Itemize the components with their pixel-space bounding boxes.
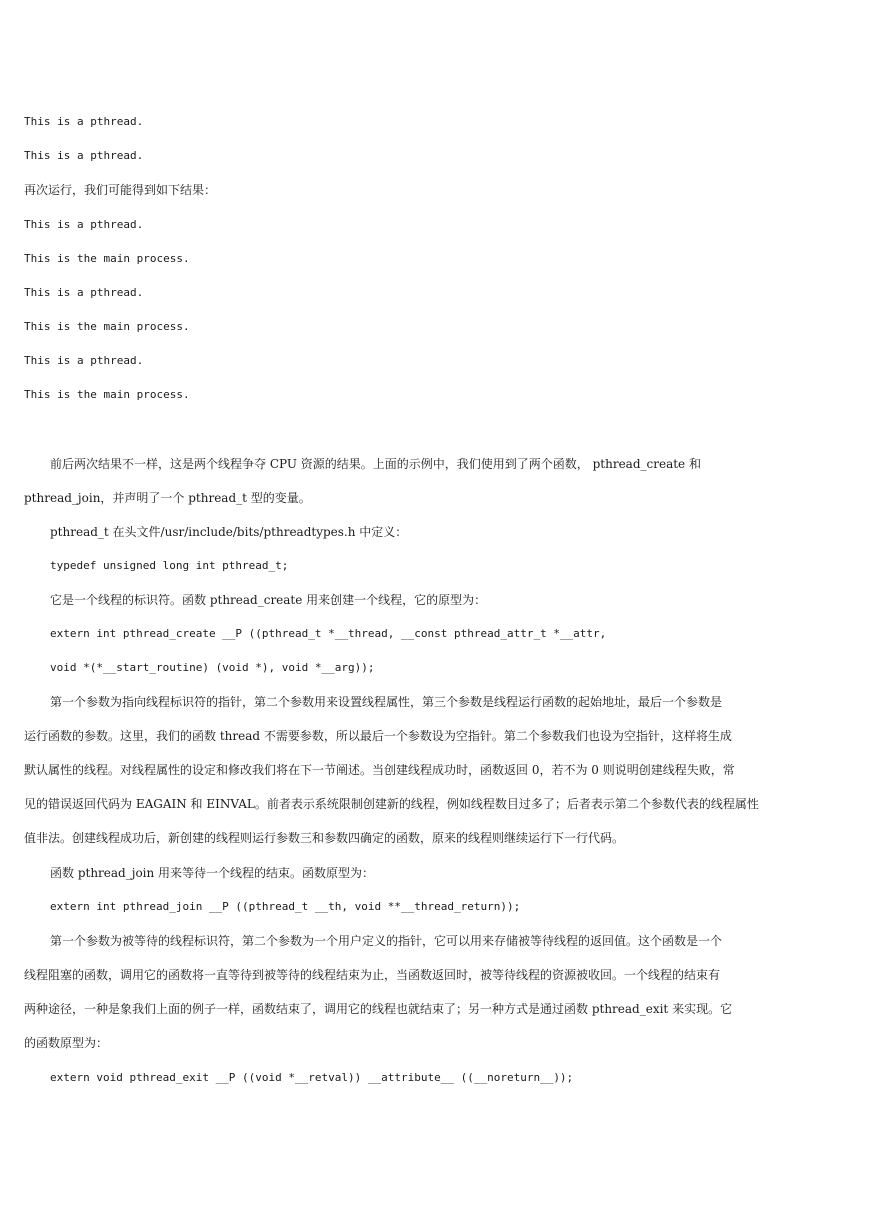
paragraph-line: 见的错误返回代码为 EAGAIN 和 EINVAL。前者表示系统限制创建新的线程，例如线程数目过多了；后者表示第二个参数代表的线程属性 (24, 797, 759, 811)
join-prototype: extern int pthread_join __P ((pthread_t __th, void **__thread_return)); (50, 900, 521, 913)
paragraph-line: 第一个参数为指向线程标识符的指针，第二个参数用来设置线程属性，第三个参数是线程运行函数的起始地址，最后一个参数是 (50, 695, 723, 709)
output-line: This is the main process. (24, 252, 190, 265)
paragraph-line: 第一个参数为被等待的线程标识符，第二个参数为一个用户定义的指针，它可以用来存储被等待线程的返回值。这个函数是一个 (50, 934, 723, 948)
create-prototype-line: extern int pthread_create __P ((pthread_t *__thread, __const pthread_attr_t *__attr, (50, 627, 607, 640)
paragraph-line: 的函数原型为： (24, 1036, 109, 1050)
pthread-t-definition: pthread_t 在头文件/usr/include/bits/pthreadtypes.h 中定义： (50, 525, 408, 539)
create-prototype-line: void *(*__start_routine) (void *), void *__arg)); (50, 661, 375, 674)
output-line: This is the main process. (24, 388, 190, 401)
paragraph-line: 线程阻塞的函数，调用它的函数将一直等待到被等待的线程结束为止，当函数返回时，被等待线程的资源被收回。一个线程的结束有 (24, 968, 721, 982)
exit-prototype: extern void pthread_exit __P ((void *__retval)) __attribute__ ((__noreturn__)); (50, 1071, 574, 1084)
identifier-text: 它是一个线程的标识符。函数 pthread_create 用来创建一个线程，它的原型为： (50, 593, 487, 607)
output-line: This is a pthread. (24, 218, 144, 231)
output-line: This is a pthread. (24, 286, 144, 299)
join-intro: 函数 pthread_join 用来等待一个线程的结束。函数原型为： (50, 866, 375, 880)
typedef-code: typedef unsigned long int pthread_t; (50, 559, 289, 572)
output-line: This is the main process. (24, 320, 190, 333)
output-line: This is a pthread. (24, 149, 144, 162)
output-line: This is a pthread. (24, 115, 144, 128)
output-line: This is a pthread. (24, 354, 144, 367)
rerun-text: 再次运行，我们可能得到如下结果： (24, 183, 217, 197)
paragraph-line: pthread_join，并声明了一个 pthread_t 型的变量。 (24, 491, 311, 505)
paragraph-line: 默认属性的线程。对线程属性的设定和修改我们将在下一节阐述。当创建线程成功时，函数返回 0，若不为 0 则说明创建线程失败，常 (24, 763, 735, 777)
paragraph-line: 运行函数的参数。这里，我们的函数 thread 不需要参数，所以最后一个参数设为空指针。第二个参数我们也设为空指针，这样将生成 (24, 729, 732, 743)
paragraph-line: 前后两次结果不一样，这是两个线程争夺 CPU 资源的结果。上面的示例中，我们使用到了两个函数， pthread_create 和 (50, 457, 701, 471)
paragraph-line: 两种途径，一种是象我们上面的例子一样，函数结束了，调用它的线程也就结束了；另一种方式是通过函数 pthread_exit 来实现。它 (24, 1002, 733, 1016)
paragraph-line: 值非法。创建线程成功后，新创建的线程则运行参数三和参数四确定的函数，原来的线程则继续运行下一行代码。 (24, 831, 625, 845)
